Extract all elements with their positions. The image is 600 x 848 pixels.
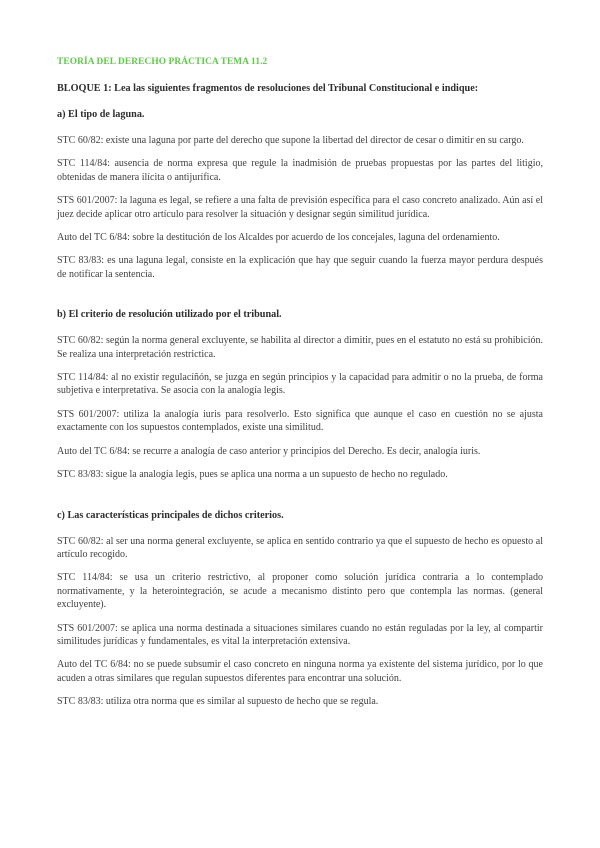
paragraph: Auto del TC 6/84: se recurre a analogía de caso anterior y principios del Derecho. Es decir, analogía iuris. [57, 445, 481, 457]
section-c [57, 509, 543, 709]
bloque-heading: BLOQUE 1: Lea las siguientes fragmentos de resoluciones del Tribunal Constitucional e indique: [57, 83, 479, 94]
section-spacer [57, 291, 543, 308]
paragraph: STC 114/84: se usa un criterio restrictivo, al proponer como solución jurídica contraria a lo contemplado normativamente, y la heterointegración, se acude a mecanismo distinto pero que contempla las normas. (general excluyente). [57, 572, 543, 611]
paragraph: STC 83/83: utiliza otra norma que es similar al supuesto de hecho que se regula. [57, 696, 379, 708]
section-heading-a: a) El tipo de laguna. [57, 109, 145, 120]
paragraph: STS 601/2007: la laguna es legal, se refiere a una falta de previsión específica para el caso concreto analizado. Aún así el juez decide aplicar otro artículo para resolver la situación y designar según similitud jurídica. [57, 195, 543, 220]
paragraph: STC 83/83: es una laguna legal, consiste en la explicación que hay que seguir cuando la fuerza mayor perdura después de notificar la sentencia. [57, 255, 543, 280]
section-b [57, 308, 543, 481]
paragraph: STC 60/82: al ser una norma general excluyente, se aplica en sentido contrario ya que el supuesto de hecho es opuesto al artículo recogido. [57, 535, 543, 560]
paragraph: STC 60/82: existe una laguna por parte del derecho que supone la libertad del director de cesar o dimitir en su cargo. [57, 135, 524, 146]
section-spacer [57, 492, 543, 509]
paragraph: Auto del TC 6/84: sobre la destitución de los Alcaldes por acuerdo de los concejales, laguna del ordenamiento. [57, 232, 500, 244]
section-heading-c: c) Las características principales de dichos criterios. [57, 509, 284, 521]
paragraph: STC 83/83: sigue la analogía legis, pues se aplica una norma a un supuesto de hecho no regulado. [57, 469, 448, 481]
paragraph: STS 601/2007: se aplica una norma destinada a situaciones similares cuando no están reguladas por la ley, al compartir similitudes jurídicas y fundamentales, es vital la interpretación extensiva. [57, 622, 543, 647]
paragraph: STC 60/82: según la norma general excluyente, se habilita al director a dimitir, pues en el estatuto no está su prohibición. Se realiza una interpretación restrictica. [57, 335, 543, 360]
paragraph: Auto del TC 6/84: no se puede subsumir el caso concreto en ninguna norma ya existente del sistema jurídico, por lo que acuden a otras similares que regulan supuestos diferentes para encontrar una solución. [57, 659, 543, 684]
paragraph: STC 114/84: ausencia de norma expresa que regule la inadmisión de pruebas propuestas por las partes del litigio, obtenidas de manera ilícita o antijurífica. [57, 158, 543, 183]
section-heading-b: b) El criterio de resolución utilizado por el tribunal. [57, 309, 282, 321]
paragraph: STS 601/2007: utiliza la analogía iuris para resolverlo. Esto significa que aunque el caso en cuestión no se ajusta exactamente con los supuestos contemplados, existe una similitud. [57, 408, 543, 434]
document-title: TEORÍA DEL DERECHO PRÁCTICA TEMA 11.2 [57, 57, 268, 67]
paragraph: STC 114/84: al no existir regulacíñón, se juzga en según principios y la capacidad para admitir o no la prueba, de forma subjetiva e interpretativa. Se asocia con la analogía legis. [57, 372, 543, 397]
section-a [57, 108, 543, 281]
